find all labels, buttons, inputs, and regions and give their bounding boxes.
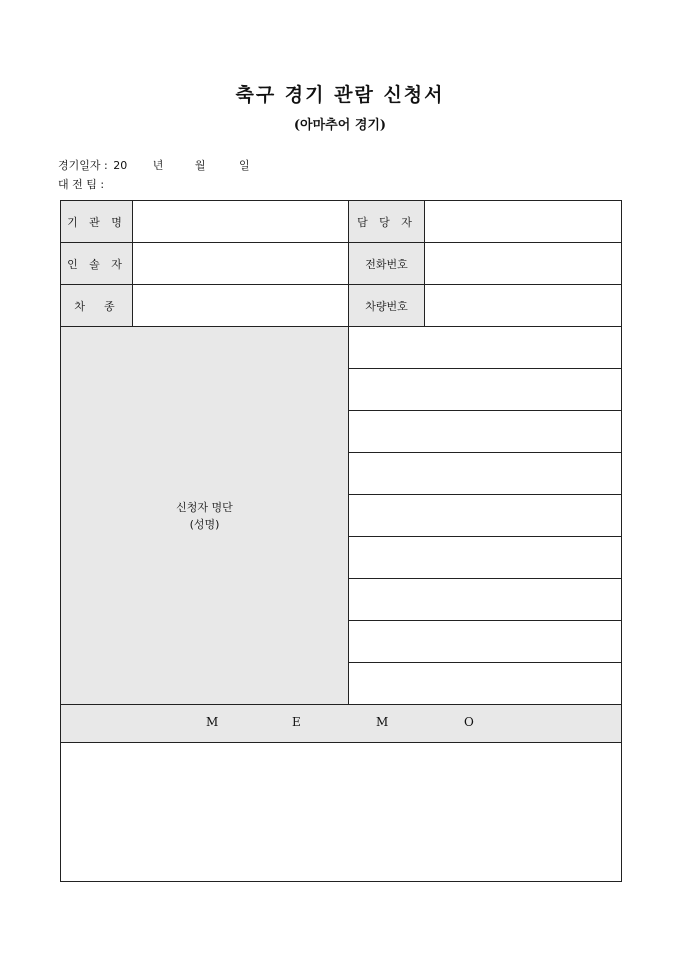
car-type-label: 차 종 xyxy=(61,285,133,327)
roster-name-field[interactable] xyxy=(349,453,622,495)
roster-name-field[interactable] xyxy=(349,663,622,705)
roster-sublabel: (성명) xyxy=(189,517,220,531)
roster-label-cell xyxy=(61,327,349,705)
leader-label: 인 솔 자 xyxy=(61,243,133,285)
roster-name-field[interactable] xyxy=(349,537,622,579)
page-subtitle: (아마추어 경기) xyxy=(293,118,387,133)
application-form xyxy=(60,200,622,882)
roster-name-field[interactable] xyxy=(349,327,622,369)
org-name-field[interactable] xyxy=(133,201,349,243)
match-date-line xyxy=(58,157,250,173)
form-row-car xyxy=(61,285,622,327)
match-date-year: 년 xyxy=(152,159,164,172)
phone-field[interactable] xyxy=(425,243,622,285)
manager-field[interactable] xyxy=(425,201,622,243)
phone-label: 전화번호 xyxy=(349,243,425,285)
roster-name-field[interactable] xyxy=(349,579,622,621)
roster-name-field[interactable] xyxy=(349,495,622,537)
roster-row-1 xyxy=(61,327,622,369)
memo-letter-m2: M xyxy=(376,715,389,729)
match-date-label: 경기일자 : xyxy=(58,159,108,172)
org-name-label: 기 관 명 xyxy=(61,201,133,243)
roster-name-field[interactable] xyxy=(349,411,622,453)
leader-field[interactable] xyxy=(133,243,349,285)
match-date-day: 일 xyxy=(239,159,250,172)
roster-name-field[interactable] xyxy=(349,369,622,411)
plate-field[interactable] xyxy=(425,285,622,327)
roster-name-field[interactable] xyxy=(349,621,622,663)
opponent-label: 대 전 팀 : xyxy=(58,178,105,191)
match-date-year-prefix: 20 xyxy=(113,159,128,172)
memo-header xyxy=(61,705,622,743)
memo-letter-e: E xyxy=(292,715,301,729)
memo-body-row xyxy=(61,743,622,882)
match-date-month: 월 xyxy=(194,159,206,172)
memo-header-row xyxy=(61,705,622,743)
page-title: 축구 경기 관람 신청서 xyxy=(235,84,445,106)
car-type-field[interactable] xyxy=(133,285,349,327)
form-row-org xyxy=(61,201,622,243)
roster-label: 신청자 명단 xyxy=(176,500,233,514)
manager-label: 담 당 자 xyxy=(349,201,425,243)
form-row-leader xyxy=(61,243,622,285)
memo-letter-o: O xyxy=(464,715,474,729)
memo-letter-m: M xyxy=(206,715,219,729)
opponent-line xyxy=(58,176,104,192)
plate-label: 차량번호 xyxy=(349,285,425,327)
memo-field[interactable] xyxy=(61,743,622,882)
